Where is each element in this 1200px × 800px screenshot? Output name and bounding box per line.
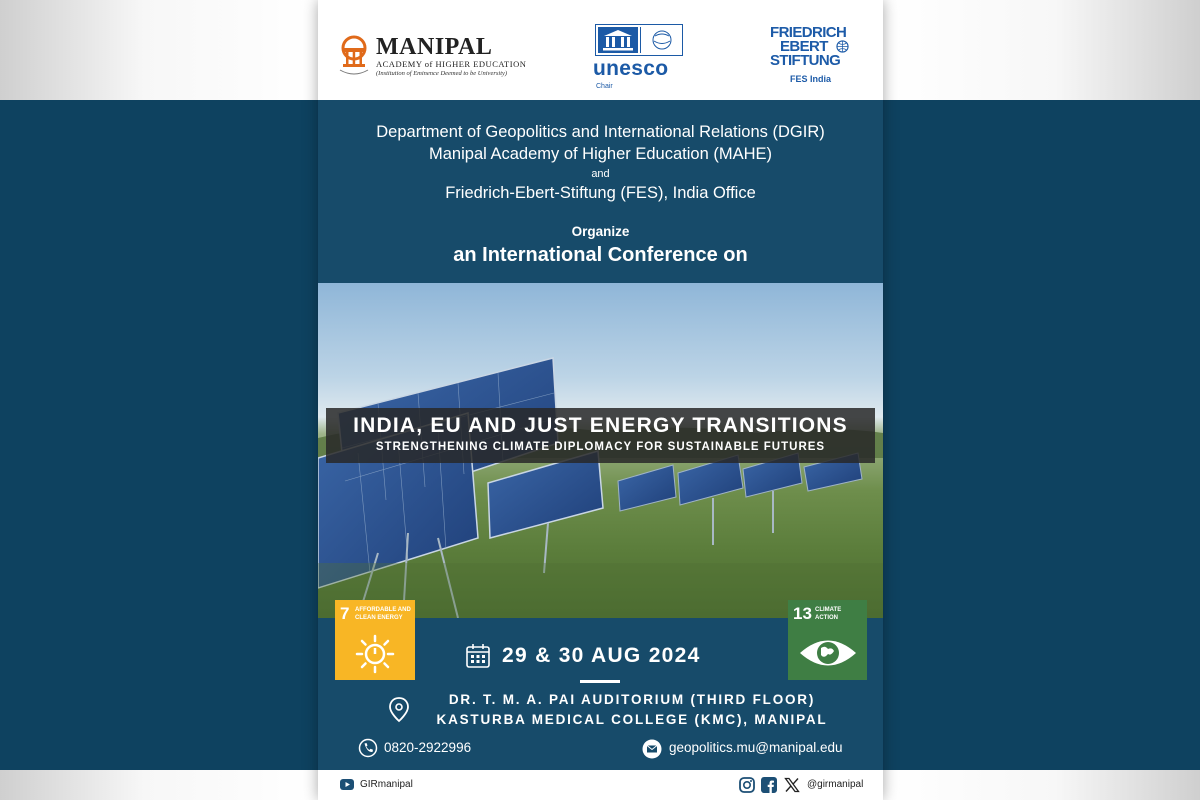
sdg-7-tile [335,600,415,680]
conference-poster [318,0,883,800]
unesco-emblem [595,24,683,56]
event-date: 29 & 30 AUG 2024 [502,644,701,667]
logo-bar [318,0,883,100]
conference-title-box [326,408,875,463]
location-pin-icon [388,696,410,724]
organizer-line2: Manipal Academy of Higher Education (MAHE) [429,145,772,163]
manipal-logo [336,34,527,82]
sdg-13-label: CLIMATE ACTION [815,607,842,621]
unesco-chair-logo [593,22,685,94]
unesco-chair-globe-icon [642,27,682,53]
unesco-wordmark: unesco [593,57,669,80]
manipal-subtitle: ACADEMY of HIGHER EDUCATION [376,59,527,69]
fes-logo [770,26,860,90]
facebook-icon[interactable] [761,777,777,793]
social-handle[interactable]: @girmanipal [807,779,864,790]
instagram-icon[interactable] [739,777,755,793]
email-icon [642,739,662,759]
organizer-fes: Friedrich-Ebert-Stiftung (FES), India Office [445,184,756,202]
unesco-chair-label: Chair [596,83,613,90]
conference-title: INDIA, EU AND JUST ENERGY TRANSITIONS [353,414,848,437]
conference-subtitle: STRENGTHENING CLIMATE DIPLOMACY FOR SUSTAINABLE FUTURES [375,441,826,453]
conference-heading: an International Conference on [453,244,748,266]
manipal-emblem-icon [336,34,372,78]
unesco-temple-icon [598,27,638,53]
sdg-13-tile [788,600,867,680]
sdg-7-label: AFFORDABLE AND CLEAN ENERGY [355,607,411,621]
fes-globe-icon [836,40,849,53]
contact-email[interactable]: geopolitics.mu@manipal.edu [669,740,843,755]
organize-label: Organize [571,224,630,239]
sun-power-icon [355,634,395,674]
youtube-icon[interactable] [340,779,354,790]
fes-line1: FRIEDRICH [770,24,847,41]
event-venue [422,690,842,730]
social-footer [318,770,883,800]
sdg-7-number: 7 [340,604,350,623]
unesco-divider [640,27,641,53]
solar-panels-photo [318,283,883,618]
youtube-handle[interactable]: GIRmanipal [360,779,413,790]
x-icon[interactable] [784,777,800,793]
eye-globe-icon [798,636,858,670]
venue-line2: KASTURBA MEDICAL COLLEGE (KMC), MANIPAL [436,712,828,727]
manipal-name: MANIPAL [376,34,493,60]
organizer-dgir [318,121,883,165]
organizer-conjunction: and [591,168,610,180]
manipal-tagline: (Institution of Eminence Deemed to be University) [376,70,508,77]
sdg-13-number: 13 [793,604,812,623]
phone-icon [358,738,378,758]
fes-line2: EBERT [780,38,828,55]
date-divider [580,680,620,683]
fes-office-label: FES India [790,74,832,84]
fes-line3: STIFTUNG [770,52,841,69]
calendar-icon [465,643,491,669]
organizer-line1: Department of Geopolitics and International Relations (DGIR) [376,123,825,141]
contact-phone[interactable]: 0820-2922996 [384,740,472,755]
venue-line1: DR. T. M. A. PAI AUDITORIUM (THIRD FLOOR) [448,692,816,707]
